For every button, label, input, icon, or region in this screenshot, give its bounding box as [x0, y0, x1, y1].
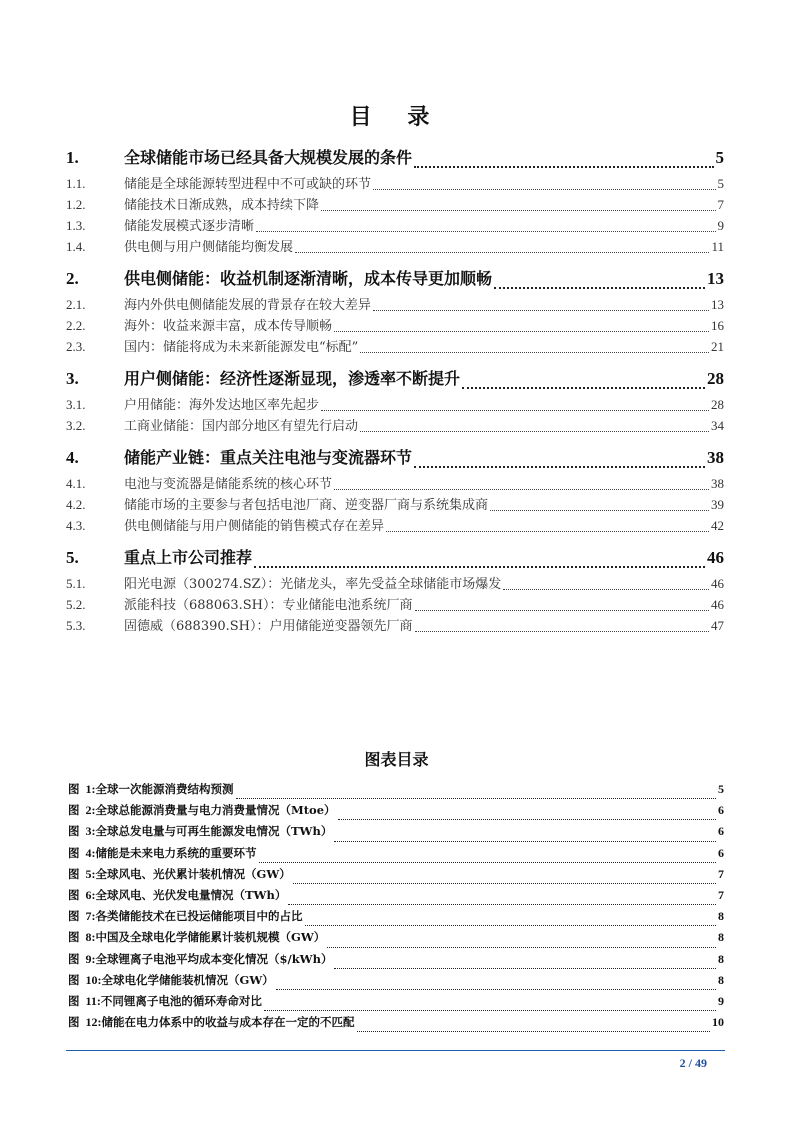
subsection-page: 46	[711, 576, 724, 591]
toc-subsection-1-1[interactable]	[66, 173, 724, 194]
dot-leader	[386, 530, 709, 532]
figure-number: 12:	[85, 1015, 102, 1030]
dot-leader	[462, 386, 705, 389]
figure-number: 1:	[85, 782, 96, 796]
section-page: 13	[707, 269, 724, 288]
section-page: 5	[715, 148, 724, 167]
figure-title: 全球锂离子电池平均成本变化情况（$/kWh）	[95, 951, 333, 966]
footer-divider	[66, 1050, 725, 1051]
subsection-number: 4.3.	[66, 518, 86, 533]
dot-leader	[373, 188, 715, 190]
subsection-page: 21	[711, 339, 724, 354]
figure-prefix: 图	[68, 930, 80, 945]
figure-prefix: 图	[68, 782, 80, 796]
figure-prefix: 图	[68, 887, 80, 902]
toc-section-1[interactable]	[66, 145, 724, 173]
figure-title: 中国及全球电化学储能累计装机规模（GW）	[95, 930, 326, 945]
figure-page: 8	[718, 972, 724, 987]
dot-leader	[236, 797, 717, 799]
subsection-page: 5	[717, 176, 724, 191]
subsection-page: 39	[711, 497, 724, 512]
subsection-title: 储能市场的主要参与者包括电池厂商、逆变器厂商与系统集成商	[124, 498, 489, 513]
figure-page: 5	[718, 782, 724, 796]
toc-subsection-3-1[interactable]	[66, 394, 724, 415]
dot-leader	[334, 330, 709, 332]
subsection-number: 5.1.	[66, 576, 86, 591]
figure-entry-1[interactable]	[68, 781, 724, 802]
figure-page: 7	[718, 866, 724, 881]
figure-entry-11[interactable]	[68, 993, 724, 1014]
figure-prefix: 图	[68, 845, 80, 860]
dot-leader	[295, 251, 709, 253]
figure-page: 8	[718, 951, 724, 966]
figure-number: 5:	[85, 866, 96, 881]
subsection-title: 派能科技（688063.SH）：专业储能电池系统厂商	[124, 598, 413, 613]
dot-leader	[334, 488, 709, 490]
section-number: 2.	[66, 269, 79, 288]
subsection-number: 4.2.	[66, 497, 86, 512]
subsection-title: 供电侧储能与用户侧储能的销售模式存在差异	[124, 519, 385, 534]
subsection-number: 2.1.	[66, 297, 86, 312]
figure-title: 全球总能源消费量与电力消费量情况（Mtoe）	[95, 803, 336, 818]
toc-subsection-4-3[interactable]	[66, 515, 724, 536]
subsection-title: 电池与变流器是储能系统的核心环节	[124, 477, 333, 492]
section-page: 28	[707, 369, 724, 388]
figure-title: 储能在电力体系中的收益与成本存在一定的不匹配	[101, 1015, 355, 1030]
figure-entry-6[interactable]	[68, 887, 724, 908]
toc-subsection-5-3[interactable]	[66, 615, 724, 636]
dot-leader	[321, 209, 715, 211]
dot-leader	[494, 286, 705, 289]
subsection-page: 38	[711, 476, 724, 491]
figure-list	[68, 781, 724, 1035]
toc-section-5[interactable]	[66, 545, 724, 573]
dot-leader	[276, 988, 716, 990]
toc-subsection-4-2[interactable]	[66, 494, 724, 515]
table-of-contents	[66, 143, 724, 636]
subsection-title: 阳光电源（300274.SZ）：光储龙头，率先受益全球储能市场爆发	[124, 577, 502, 592]
dot-leader	[360, 430, 709, 432]
subsection-number: 5.3.	[66, 618, 86, 633]
subsection-page: 16	[711, 318, 724, 333]
spacer	[66, 257, 724, 264]
page-indicator: 2 / 49	[679, 1056, 707, 1070]
figure-number: 10:	[85, 972, 102, 987]
figure-page: 7	[718, 887, 724, 902]
figure-title: 不同锂离子电池的循环寿命对比	[100, 993, 262, 1008]
section-number: 4.	[66, 448, 79, 467]
figure-title: 全球电化学储能装机情况（GW）	[101, 972, 274, 987]
dot-leader	[490, 509, 709, 511]
subsection-number: 1.1.	[66, 176, 86, 191]
section-number: 1.	[66, 148, 79, 167]
dot-leader	[415, 609, 709, 611]
figure-page: 8	[718, 930, 724, 945]
figure-number: 9:	[85, 951, 96, 966]
dot-leader	[357, 1030, 711, 1032]
figure-page: 6	[718, 803, 724, 818]
subsection-number: 2.2.	[66, 318, 86, 333]
figure-title: 全球风电、光伏累计装机情况（GW）	[95, 866, 291, 881]
subsection-page: 13	[711, 297, 724, 312]
dot-leader	[334, 967, 716, 969]
toc-subsection-1-4[interactable]	[66, 236, 724, 257]
section-page: 38	[707, 448, 724, 467]
toc-section-3[interactable]	[66, 366, 724, 394]
subsection-title: 海外：收益来源丰富，成本传导顺畅	[124, 319, 333, 334]
subsection-page: 47	[711, 618, 724, 633]
dot-leader	[360, 351, 709, 353]
dot-leader	[414, 465, 705, 468]
section-page: 46	[707, 548, 724, 567]
section-title: 全球储能市场已经具备大规模发展的条件	[124, 148, 413, 167]
toc-section-2[interactable]	[66, 266, 724, 294]
toc-section-4[interactable]	[66, 445, 724, 473]
subsection-page: 11	[711, 239, 724, 254]
subsection-page: 7	[717, 197, 724, 212]
subsection-title: 供电侧与用户侧储能均衡发展	[124, 240, 294, 255]
subsection-page: 9	[717, 218, 724, 233]
dot-leader	[503, 588, 709, 590]
subsection-number: 3.1.	[66, 397, 86, 412]
dot-leader	[321, 409, 709, 411]
dot-leader	[259, 861, 717, 863]
figure-prefix: 图	[68, 951, 80, 966]
figure-prefix: 图	[68, 803, 80, 818]
dot-leader	[414, 165, 713, 168]
dot-leader	[293, 882, 716, 884]
figure-entry-4[interactable]	[68, 845, 724, 866]
dot-leader	[305, 924, 717, 926]
figure-entry-5[interactable]	[68, 866, 724, 887]
toc-title: 目 录	[349, 104, 444, 130]
figure-entry-12[interactable]	[68, 1014, 724, 1035]
spacer	[66, 436, 724, 443]
figure-number: 11:	[85, 993, 101, 1008]
dot-leader	[415, 630, 709, 632]
subsection-page: 28	[711, 397, 724, 412]
figure-entry-7[interactable]	[68, 908, 724, 929]
toc-subsection-2-1[interactable]	[66, 294, 724, 315]
subsection-number: 1.2.	[66, 197, 86, 212]
figure-entry-3[interactable]	[68, 823, 724, 844]
figure-title: 储能是未来电力系统的重要环节	[95, 845, 257, 860]
subsection-title: 户用储能：海外发达地区率先起步	[124, 398, 320, 413]
subsection-title: 固德威（688390.SH）：户用储能逆变器领先厂商	[124, 619, 413, 634]
figure-number: 7:	[85, 909, 96, 924]
toc-subsection-5-1[interactable]	[66, 573, 724, 594]
figure-number: 6:	[85, 887, 96, 902]
figure-title: 全球一次能源消费结构预测	[95, 782, 234, 796]
subsection-number: 5.2.	[66, 597, 86, 612]
subsection-title: 储能技术日渐成熟，成本持续下降	[124, 198, 320, 213]
subsection-number: 4.1.	[66, 476, 86, 491]
subsection-page: 34	[711, 418, 724, 433]
figure-page: 10	[712, 1015, 724, 1030]
dot-leader	[288, 903, 716, 905]
figure-title: 全球风电、光伏发电量情况（TWh）	[95, 887, 287, 902]
figure-title: 各类储能技术在已投运储能项目中的占比	[95, 909, 303, 924]
dot-leader	[373, 309, 709, 311]
toc-subsection-5-2[interactable]	[66, 594, 724, 615]
figure-prefix: 图	[68, 909, 80, 924]
subsection-title: 储能发展模式逐步清晰	[124, 219, 255, 234]
section-title: 重点上市公司推荐	[124, 548, 253, 567]
subsection-page: 42	[711, 518, 724, 533]
toc-subsection-2-2[interactable]	[66, 315, 724, 336]
section-number: 3.	[66, 369, 79, 388]
figure-prefix: 图	[68, 993, 80, 1008]
section-number: 5.	[66, 548, 79, 567]
figure-entry-10[interactable]	[68, 972, 724, 993]
subsection-number: 1.3.	[66, 218, 86, 233]
section-title: 供电侧储能：收益机制逐渐清晰，成本传导更加顺畅	[124, 269, 493, 288]
dot-leader	[256, 230, 715, 232]
figure-prefix: 图	[68, 972, 80, 987]
figures-title: 图表目录	[364, 750, 429, 769]
dot-leader	[254, 565, 705, 568]
figure-entry-8[interactable]	[68, 929, 724, 950]
subsection-page: 46	[711, 597, 724, 612]
subsection-title: 工商业储能：国内部分地区有望先行启动	[124, 419, 359, 434]
dot-leader	[264, 1009, 716, 1011]
figure-entry-9[interactable]	[68, 951, 724, 972]
subsection-title: 国内：储能将成为未来新能源发电“标配”	[124, 340, 359, 355]
figure-number: 4:	[85, 845, 96, 860]
toc-subsection-2-3[interactable]	[66, 336, 724, 357]
subsection-number: 1.4.	[66, 239, 86, 254]
subsection-title: 海内外供电侧储能发展的背景存在较大差异	[124, 298, 372, 313]
dot-leader	[327, 946, 716, 948]
figure-number: 3:	[85, 824, 96, 839]
figure-page: 6	[718, 824, 724, 839]
spacer	[66, 536, 724, 543]
figure-title: 全球总发电量与可再生能源发电情况（TWh）	[95, 824, 333, 839]
figure-page: 8	[718, 909, 724, 924]
figure-prefix: 图	[68, 824, 80, 839]
dot-leader	[334, 840, 716, 842]
subsection-number: 3.2.	[66, 418, 86, 433]
figure-number: 8:	[85, 930, 96, 945]
figure-prefix: 图	[68, 866, 80, 881]
toc-subsection-3-2[interactable]	[66, 415, 724, 436]
figure-page: 6	[718, 845, 724, 860]
toc-subsection-1-2[interactable]	[66, 194, 724, 215]
section-title: 储能产业链：重点关注电池与变流器环节	[124, 448, 413, 467]
figure-entry-2[interactable]	[68, 802, 724, 823]
figure-number: 2:	[85, 803, 96, 818]
spacer	[66, 357, 724, 364]
subsection-number: 2.3.	[66, 339, 86, 354]
figure-page: 9	[718, 993, 724, 1008]
figure-prefix: 图	[68, 1015, 80, 1030]
toc-subsection-1-3[interactable]	[66, 215, 724, 236]
toc-subsection-4-1[interactable]	[66, 473, 724, 494]
subsection-title: 储能是全球能源转型进程中不可或缺的环节	[124, 177, 372, 192]
dot-leader	[338, 818, 716, 820]
section-title: 用户侧储能：经济性逐渐显现，渗透率不断提升	[124, 369, 461, 388]
